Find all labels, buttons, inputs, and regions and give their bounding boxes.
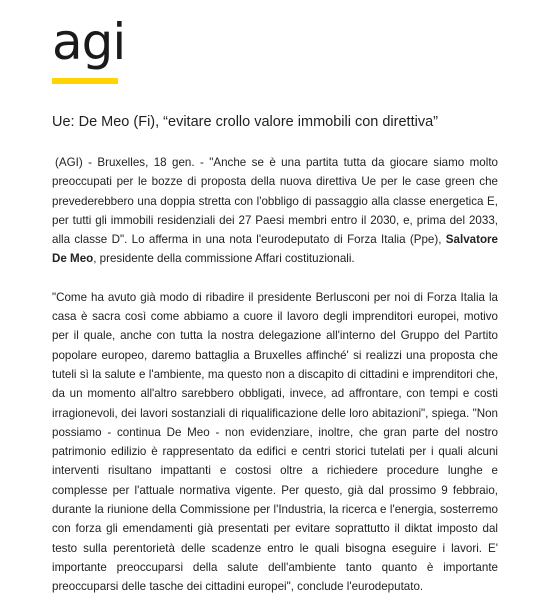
article-body: [52, 153, 498, 597]
agi-logo: [52, 14, 128, 86]
paragraph-text: (AGI) - Bruxelles, 18 gen. - "Anche se è una partita tutta da giocare siamo molto preoccupati per le bozze di proposta della nuova direttiva Ue per le case green che prevederebbero una doppia stretta con l'obbligo di passaggio alla classe energetica E, per tutti gli immobili residenziali dei 27 Paesi membri entro il 2030, e, prima del 2033, alla classe D". Lo afferma in una nota l'eurodeputato di Forza Italia (Ppe),: [52, 156, 498, 247]
person-name: Salvatore De Meo: [52, 233, 498, 266]
article-paragraph: "Come ha avuto già modo di ribadire il presidente Berlusconi per noi di Forza Italia la casa è sacra così come abbiamo a cuore il lavoro degli imprenditori europei, motivo per il quale, anche con tutta la nostra delegazione all'interno del Gruppo del Partito popolare europeo, daremo battaglia a Bruxelles affinché' si realizzi una proposta che tuteli sì la salute e l'ambiente, ma questo non a discapito di cittadini e imprenditori che, da un momento all'altro sarebbero obbligati, invece, ad affrontare, con tempi e costi irragionevoli, dei lavori sostanziali di riqualificazione delle loro abitazioni", spiega. "Non possiamo - continua De Meo - non evidenziare, inoltre, che gran parte del nostro patrimonio edilizio è rappresentato da edifici e centri storici tutelati per i quali alcuni interventi risultano impattanti e costosi oltre a richiedere procedure lunghe e complesse per l'attuale normativa vigente. Per questo, già dal prossimo 9 febbraio, durante la riunione della Commissione per l'Industria, la ricerca e l'energia, sosterremo con forza gli emendamenti già presentati per evitare soprattutto il diktat imposto dal testo sulla perentorietà delle scadenze entro le quali bisogna eseguire i lavori. E' importante preoccuparsi della salute dell'ambiente tanto quanto è importante preoccuparsi delle tasche dei cittadini europei", conclude l'eurodeputato.: [52, 290, 498, 594]
logo-text: agi: [52, 13, 126, 71]
article-headline: Ue: De Meo (Fi), “evitare crollo valore immobili con direttiva”: [52, 114, 438, 130]
article-paragraph: [52, 153, 498, 269]
logo-accent-bar: [52, 78, 118, 84]
paragraph-text: , presidente della commissione Affari costituzionali.: [93, 252, 355, 266]
